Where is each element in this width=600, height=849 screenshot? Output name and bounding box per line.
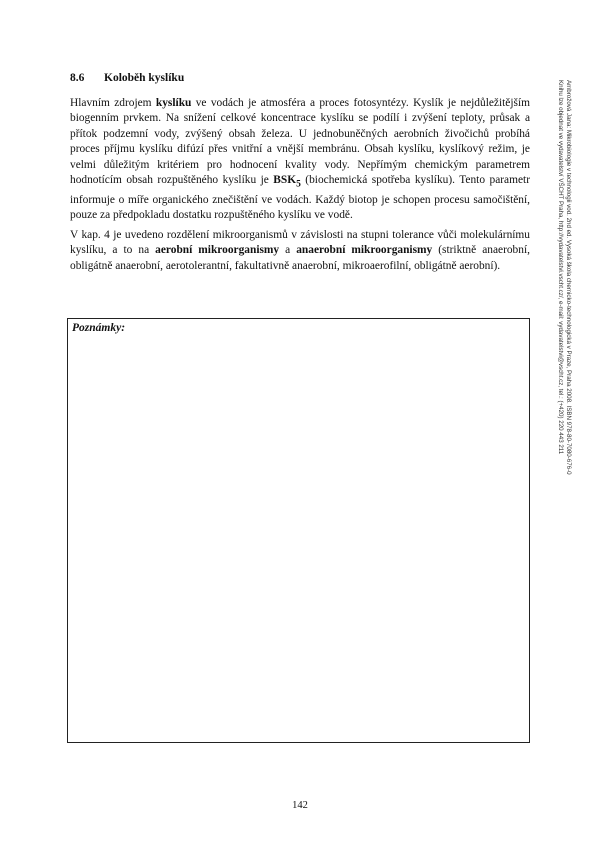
notes-label: Poznámky: — [72, 322, 126, 334]
bsk-term: BSK — [273, 174, 297, 187]
paragraph-text: (biochemická spotřeba kyslíku). Tento parametr informuje o míře organického znečištění ve vodách. Každý biotop je schopen procesu samočištění, pouze za předpokladu dostatku rozpuštěného kyslíku ve vodě. — [70, 174, 530, 222]
section-number: 8.6 — [70, 72, 85, 84]
bold-term: kyslíku — [155, 97, 192, 109]
section-heading — [70, 72, 184, 84]
paragraph-text: ve vodách je atmosféra a proces fotosyntézy. Kyslík je nejdůležitějším biogenním prvkem. Na snížení celkové koncentrace kyslíku se podílí i zvýšení teploty, průsak a přítok podzemní vody, zvýšený obsah železa. U jednobuněčných aerobních živočichů probíhá proces příjmu kyslíku difúzí přes vnitřní a vnější membránu. Obsah kyslíku, kyslíkový režim, je velmi důležitým kritériem pro hodnocení kvality vody. Nepřímým chemickým parametrem hodnotícím obsah rozpuštěného kyslíku je — [70, 97, 530, 187]
side-citation — [556, 80, 572, 580]
bold-term: aerobní mikroorganismy — [155, 244, 280, 257]
bold-term: anaerobní mikroorganismy — [296, 244, 433, 257]
notes-box[interactable] — [67, 318, 530, 743]
section-title: Koloběh kyslíku — [104, 72, 185, 84]
citation-line: Ambrožová Jana: Mikrobiologie v technologii vod. 2nd ed. Vysoká škola chemicko-technologická v Praze, Praha 2008. ISBN 978-80-7080-676-0 — [565, 80, 572, 475]
paragraph-text: V kap. 4 je uvedeno rozdělení mikroorganismů v závislosti na stupni tolerance vůči molekulárnímu kyslíku, a to na — [70, 229, 530, 257]
paragraph-text: (striktně anaerobní, obligátně anaerobní, aerotolerantní, fakultativně anaerobní, mikroaerofilní, obligátně aerobní). — [70, 244, 530, 272]
order-info-line: Knihu lze objednat ve vydavatelství VŠCHT Praha, http://vydavatelstvi.vscht.cz/, e-mail: vydavatelstvi@vscht.cz, tel.: (+420) 220 443 211 — [557, 80, 564, 455]
page-number: 142 — [292, 800, 308, 811]
paragraph-text: Hlavním zdrojem — [70, 97, 156, 109]
paragraph-microorganisms — [70, 228, 530, 274]
paragraph-text: a — [279, 244, 297, 257]
paragraph-oxygen-sources — [70, 96, 530, 224]
bold-term — [273, 174, 301, 190]
bsk-subscript: 5 — [296, 179, 301, 190]
